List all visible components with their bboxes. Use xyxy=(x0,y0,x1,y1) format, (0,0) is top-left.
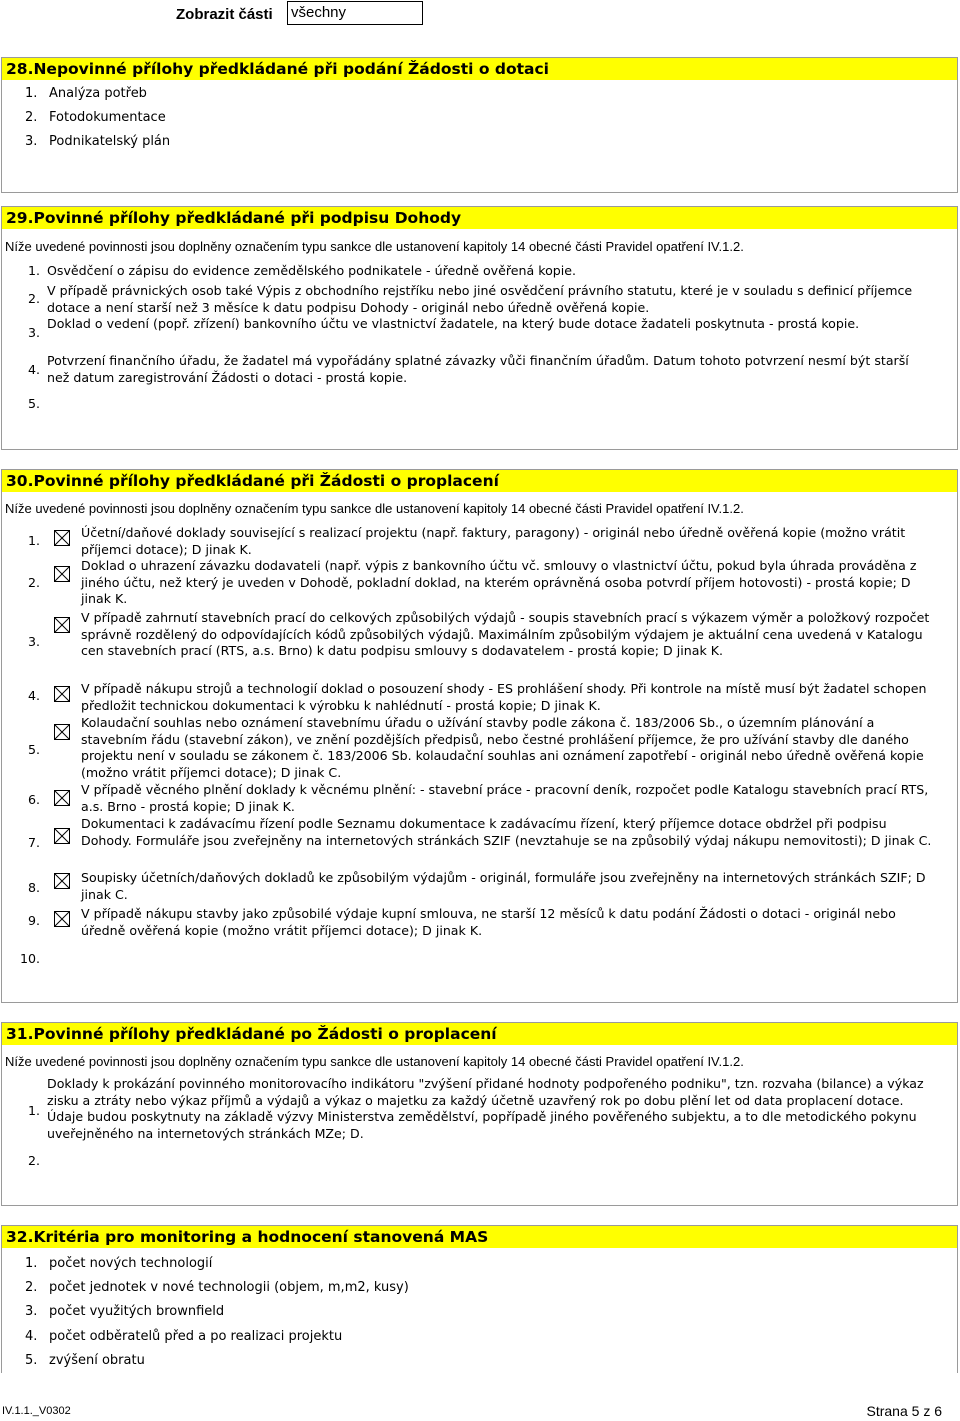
list-item: Podnikatelský plán xyxy=(49,134,171,149)
list-item: Doklad o vedení (popř. zřízení) bankovního účtu ve vlastnictví žadatele, na který bude dotace žadateli poskytnuta - prostá kopie. xyxy=(47,316,860,331)
section-title: 32.Kritéria pro monitoring a hodnocení stanovená MAS xyxy=(2,1226,957,1248)
list-item: počet jednotek v nové technologii (objem, m,m2, kusy) xyxy=(49,1280,409,1295)
document-code: IV.1.1._V0302 xyxy=(2,1405,71,1417)
section-28 xyxy=(1,57,958,193)
list-item-number: 5. xyxy=(25,1353,38,1368)
list-item-number: 2. xyxy=(27,575,40,590)
list-item-number: 1. xyxy=(27,263,40,278)
list-item-number: 7. xyxy=(27,835,40,850)
list-item-number: 2. xyxy=(27,291,40,306)
list-item-number: 1. xyxy=(25,86,38,101)
list-item: Dokumentaci k zadávacímu řízení podle Seznamu dokumentace k zadávacímu řízení, který příjemce dotace obdržel při podpisu Dohody. Formuláře jsou zveřejněny na internetových stránkách SZIF (nevztahuje se na způsobilý výdaj nákupu nemovitosti); D jinak C. xyxy=(81,816,932,848)
list-item-number: 10. xyxy=(19,951,40,966)
list-item: V případě věcného plnění doklady k věcnému plnění: - stavební práce - pracovní deník, rozpočet podle Katalogu stavebních prací RTS, a.s. Brno - prostá kopie; D jinak K. xyxy=(81,782,929,814)
list-item: zvýšení obratu xyxy=(49,1353,145,1368)
list-item: V případě právnických osob také Výpis z obchodního rejstříku nebo jiné osvědčení právního statutu, které je v souladu s definicí příjemce dotace a není starší než 3 měsíce k datu podpisu Dohody - originál nebo úředně ověřená kopie. xyxy=(47,283,913,315)
list-item: V případě zahrnutí stavebních prací do celkových způsobilých výdajů - soupis stavebních prací s výkazem výměr a položkový rozpočet správně rozdělený do odpovídajících kódů způsobilých výdajů. Maximálním způsobilým výdajem je aktuální cena uvedená v Katalogu cen stavebních prací (RTS, a.s. Brno) k datu podpisu smlouvy s dodavatelem - prostá kopie; D jinak K. xyxy=(81,610,930,658)
list-item: Soupisky účetních/daňových dokladů ke způsobilým výdajům - originál, formuláře jsou zveřejněny na internetových stránkách SZIF; D jinak C. xyxy=(81,870,926,902)
checked-checkbox-icon[interactable] xyxy=(54,617,70,633)
list-item: Fotodokumentace xyxy=(49,110,166,125)
sanction-note: Níže uvedené povinnosti jsou doplněny označením typu sankce dle ustanovení kapitoly 14 obecné části Pravidel opatření IV.1.2. xyxy=(5,239,744,254)
checked-checkbox-icon[interactable] xyxy=(54,724,70,740)
section-32 xyxy=(1,1225,958,1373)
list-item-number: 6. xyxy=(27,792,40,807)
list-item-number: 3. xyxy=(27,634,40,649)
checked-checkbox-icon[interactable] xyxy=(54,828,70,844)
section-29 xyxy=(1,206,958,450)
sanction-note: Níže uvedené povinnosti jsou doplněny označením typu sankce dle ustanovení kapitoly 14 obecné části Pravidel opatření IV.1.2. xyxy=(5,1054,744,1069)
section-title: 29.Povinné přílohy předkládané při podpisu Dohody xyxy=(2,207,957,229)
list-item-number: 5. xyxy=(27,396,40,411)
section-31 xyxy=(1,1022,958,1206)
list-item-number: 2. xyxy=(25,1280,38,1295)
list-item-number: 4. xyxy=(25,1329,38,1344)
list-item: počet nových technologií xyxy=(49,1256,213,1271)
show-parts-label: Zobrazit části xyxy=(176,6,273,23)
section-30 xyxy=(1,469,958,1003)
list-item-number: 5. xyxy=(27,742,40,757)
show-parts-select[interactable]: všechny xyxy=(287,1,423,25)
list-item: počet odběratelů před a po realizaci projektu xyxy=(49,1329,343,1344)
checked-checkbox-icon[interactable] xyxy=(54,686,70,702)
checked-checkbox-icon[interactable] xyxy=(54,790,70,806)
list-item: V případě nákupu strojů a technologií doklad o posouzení shody - ES prohlášení shody. Při kontrole na místě musí být žadatel schopen předložit technickou dokumentaci k výrobku k nahlédnutí - prostá kopie; D jinak K. xyxy=(81,681,927,713)
list-item: Účetní/daňové doklady související s realizací projektu (např. faktury, paragony) - originál nebo úředně ověřená kopie (možno vrátit příjemci dotace); D jinak K. xyxy=(81,525,906,557)
list-item-number: 3. xyxy=(25,134,38,149)
list-item: Doklady k prokázání povinného monitorovacího indikátoru "zvýšení přidané hodnoty podpořeného podniku", tzn. rozvaha (bilance) a výkaz zisku a ztráty nebo výkaz příjmů a výdajů a výkaz o majetku za každý účetně uzavřený rok po dobu plění let od data proplacení dotace. Údaje budou poskytnuty na základě výzvy Ministerstva zemědělství, popřípadě jiného pověřeného subjektu, a to dle metodického pokynu uveřejněného na internetových stránkách MZe; D. xyxy=(47,1076,924,1141)
list-item-number: 3. xyxy=(27,325,40,340)
section-title: 30.Povinné přílohy předkládané při Žádosti o proplacení xyxy=(2,470,957,492)
list-item: Potvrzení finančního úřadu, že žadatel má vypořádány splatné závazky vůči finančním úřadům. Datum tohoto potvrzení nesmí být starší než datum zaregistrování Žádosti o dotaci - prostá kopie. xyxy=(47,353,909,385)
list-item-number: 2. xyxy=(25,110,38,125)
checked-checkbox-icon[interactable] xyxy=(54,530,70,546)
list-item-number: 3. xyxy=(25,1304,38,1319)
list-item: Analýza potřeb xyxy=(49,86,147,101)
list-item-number: 8. xyxy=(27,880,40,895)
list-item-number: 1. xyxy=(27,1103,40,1118)
checked-checkbox-icon[interactable] xyxy=(54,911,70,927)
sanction-note: Níže uvedené povinnosti jsou doplněny označením typu sankce dle ustanovení kapitoly 14 obecné části Pravidel opatření IV.1.2. xyxy=(5,501,744,516)
list-item-number: 1. xyxy=(27,533,40,548)
list-item: V případě nákupu stavby jako způsobilé výdaje kupní smlouva, ne starší 12 měsíců k datu podání Žádosti o dotaci - originál nebo úředně ověřená kopie (možno vrátit příjemci dotace); D jinak K. xyxy=(81,906,896,938)
list-item: Osvědčení o zápisu do evidence zemědělského podnikatele - úředně ověřená kopie. xyxy=(47,263,577,278)
page-number: Strana 5 z 6 xyxy=(866,1403,942,1419)
list-item-number: 1. xyxy=(25,1256,38,1271)
list-item: Doklad o uhrazení závazku dodavateli (např. výpis z bankovního účtu vč. smlouvy o vlastnictví účtu, pokud byla úhrada prováděna z jiného účtu, než který je uveden v Dohodě, pokladní doklad, na kterém oprávněná osoba potvrdí příjem hotovosti) - prostá kopie; D jinak K. xyxy=(81,558,917,606)
checked-checkbox-icon[interactable] xyxy=(54,873,70,889)
list-item-number: 4. xyxy=(27,362,40,377)
checked-checkbox-icon[interactable] xyxy=(54,566,70,582)
list-item: počet využitých brownfield xyxy=(49,1304,225,1319)
list-item-number: 2. xyxy=(27,1153,40,1168)
list-item-number: 4. xyxy=(27,688,40,703)
list-item: Kolaudační souhlas nebo oznámení stavebnímu úřadu o užívání stavby podle zákona č. 183/2006 Sb., o územním plánování a stavebním řádu (stavební zákon), ve znění pozdějších předpisů, nebo čestné prohlášení příjemce, že pro užívání stavby dle daného projektu není v souladu se zákonem č. 183/2006 Sb. kolaudační souhlas ani oznámení zapotřebí - originál nebo úředně ověřená kopie (možno vrátit příjemci dotace); D jinak C. xyxy=(81,715,924,780)
section-title: 31.Povinné přílohy předkládané po Žádosti o proplacení xyxy=(2,1023,957,1045)
list-item-number: 9. xyxy=(27,913,40,928)
section-title: 28.Nepovinné přílohy předkládané při podání Žádosti o dotaci xyxy=(2,58,957,80)
